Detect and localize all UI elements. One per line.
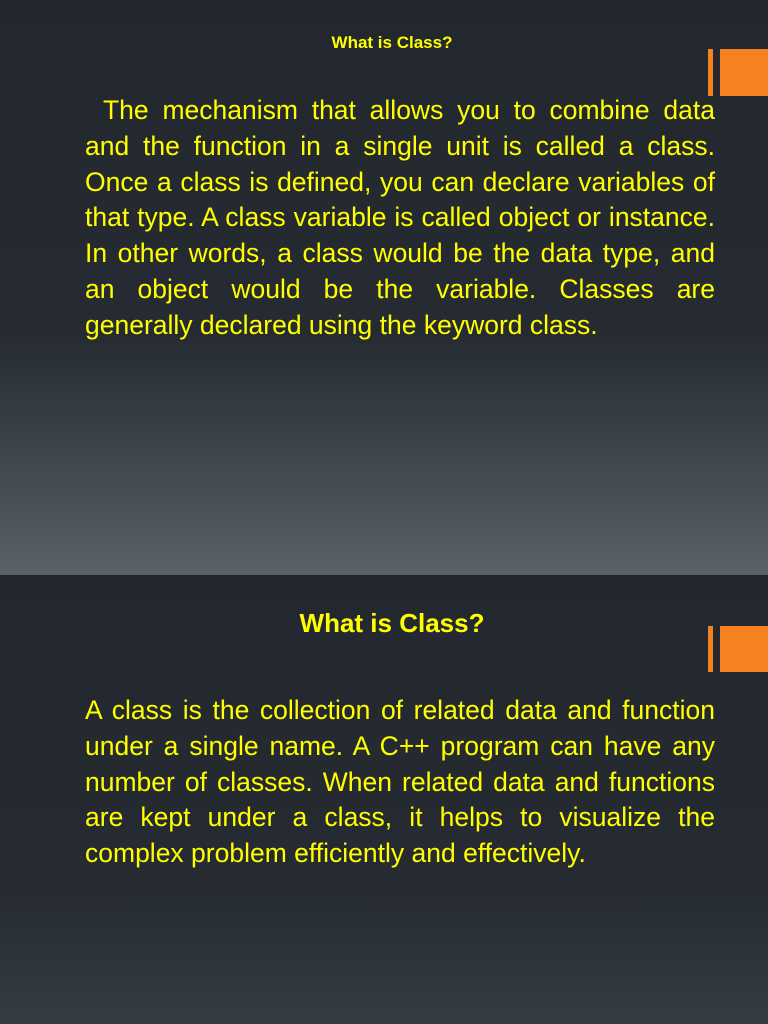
accent-wide-bar <box>720 626 768 672</box>
accent-thin-bar <box>708 626 713 672</box>
slide-1-body: The mechanism that allows you to combine data and the function in a single unit is called a class. Once a class is defined, you can declare variables of that type. A class variable is called object or instance. In other words, a class would be the data type, and an object would be the variable. Classes are generally declared using the keyword class. <box>85 95 715 340</box>
accent-thin-bar <box>708 49 713 96</box>
slide-1-title: What is Class? <box>331 33 453 52</box>
slide-2-body: A class is the collection of related data and function under a single name. A C++ program can have any number of classes. When related data and functions are kept under a class, it helps to visualize the complex problem efficiently and effectively. <box>85 695 715 869</box>
slide-2-accent-decoration <box>708 626 768 672</box>
slide-1-accent-decoration <box>708 49 768 96</box>
slide-2-title: What is Class? <box>299 608 485 638</box>
accent-wide-bar <box>720 49 768 96</box>
slide-2 <box>0 576 768 1024</box>
